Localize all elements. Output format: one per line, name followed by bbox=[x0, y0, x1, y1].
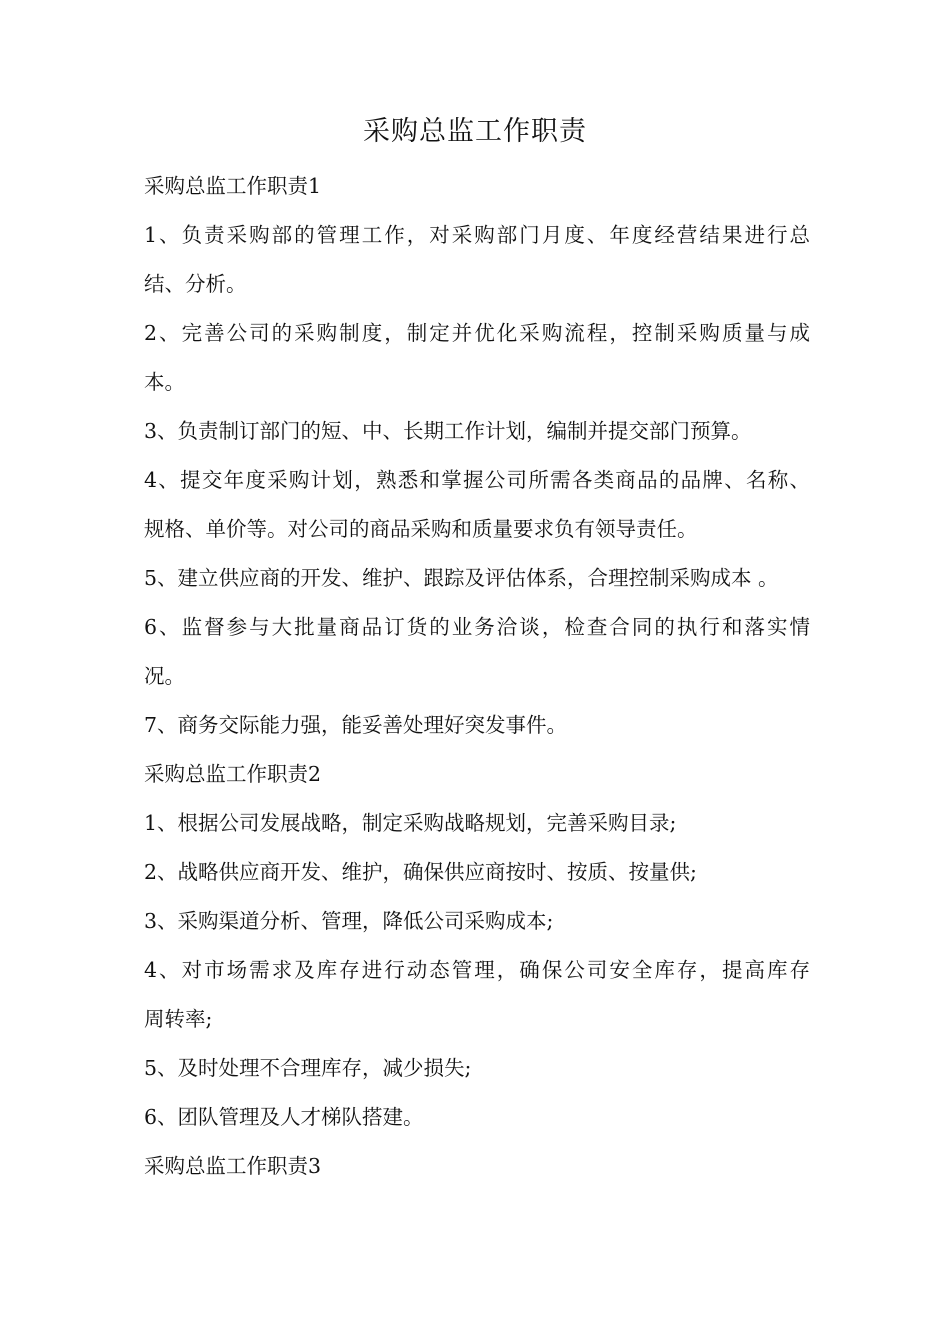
paragraph-line: 6、团队管理及人才梯队搭建。 bbox=[144, 1105, 424, 1129]
section-heading-2: 采购总监工作职责2 bbox=[144, 762, 322, 786]
paragraph-line: 4、对市场需求及库存进行动态管理，确保公司安全库存，提高库存 bbox=[144, 958, 810, 982]
paragraph-line: 1、根据公司发展战略，制定采购战略规划，完善采购目录; bbox=[144, 811, 677, 835]
paragraph-line: 况。 bbox=[144, 664, 185, 688]
paragraph-line: 2、战略供应商开发、维护，确保供应商按时、按质、按量供; bbox=[144, 860, 697, 884]
paragraph-line: 规格、单价等。对公司的商品采购和质量要求负有领导责任。 bbox=[144, 517, 698, 541]
paragraph-line: 3、负责制订部门的短、中、长期工作计划，编制并提交部门预算。 bbox=[144, 419, 752, 443]
paragraph-line: 6、监督参与大批量商品订货的业务洽谈，检查合同的执行和落实情 bbox=[144, 615, 810, 639]
paragraph-line: 4、提交年度采购计划，熟悉和掌握公司所需各类商品的品牌、名称、 bbox=[144, 468, 810, 492]
section-heading-3: 采购总监工作职责3 bbox=[144, 1154, 322, 1178]
section-heading-1: 采购总监工作职责1 bbox=[144, 174, 322, 198]
document-title: 采购总监工作职责 bbox=[363, 116, 587, 147]
paragraph-line: 周转率; bbox=[144, 1007, 213, 1031]
paragraph-line: 5、建立供应商的开发、维护、跟踪及评估体系，合理控制采购成本 。 bbox=[144, 566, 779, 590]
document-body bbox=[144, 162, 810, 1191]
paragraph-line: 结、分析。 bbox=[144, 272, 247, 296]
paragraph-line: 3、采购渠道分析、管理，降低公司采购成本; bbox=[144, 909, 554, 933]
paragraph-line: 2、完善公司的采购制度，制定并优化采购流程，控制采购质量与成 bbox=[144, 321, 810, 345]
paragraph-line: 7、商务交际能力强，能妥善处理好突发事件。 bbox=[144, 713, 568, 737]
paragraph-line: 1、负责采购部的管理工作，对采购部门月度、年度经营结果进行总 bbox=[144, 223, 810, 247]
paragraph-line: 本。 bbox=[144, 370, 185, 394]
paragraph-line: 5、及时处理不合理库存，减少损失; bbox=[144, 1056, 472, 1080]
